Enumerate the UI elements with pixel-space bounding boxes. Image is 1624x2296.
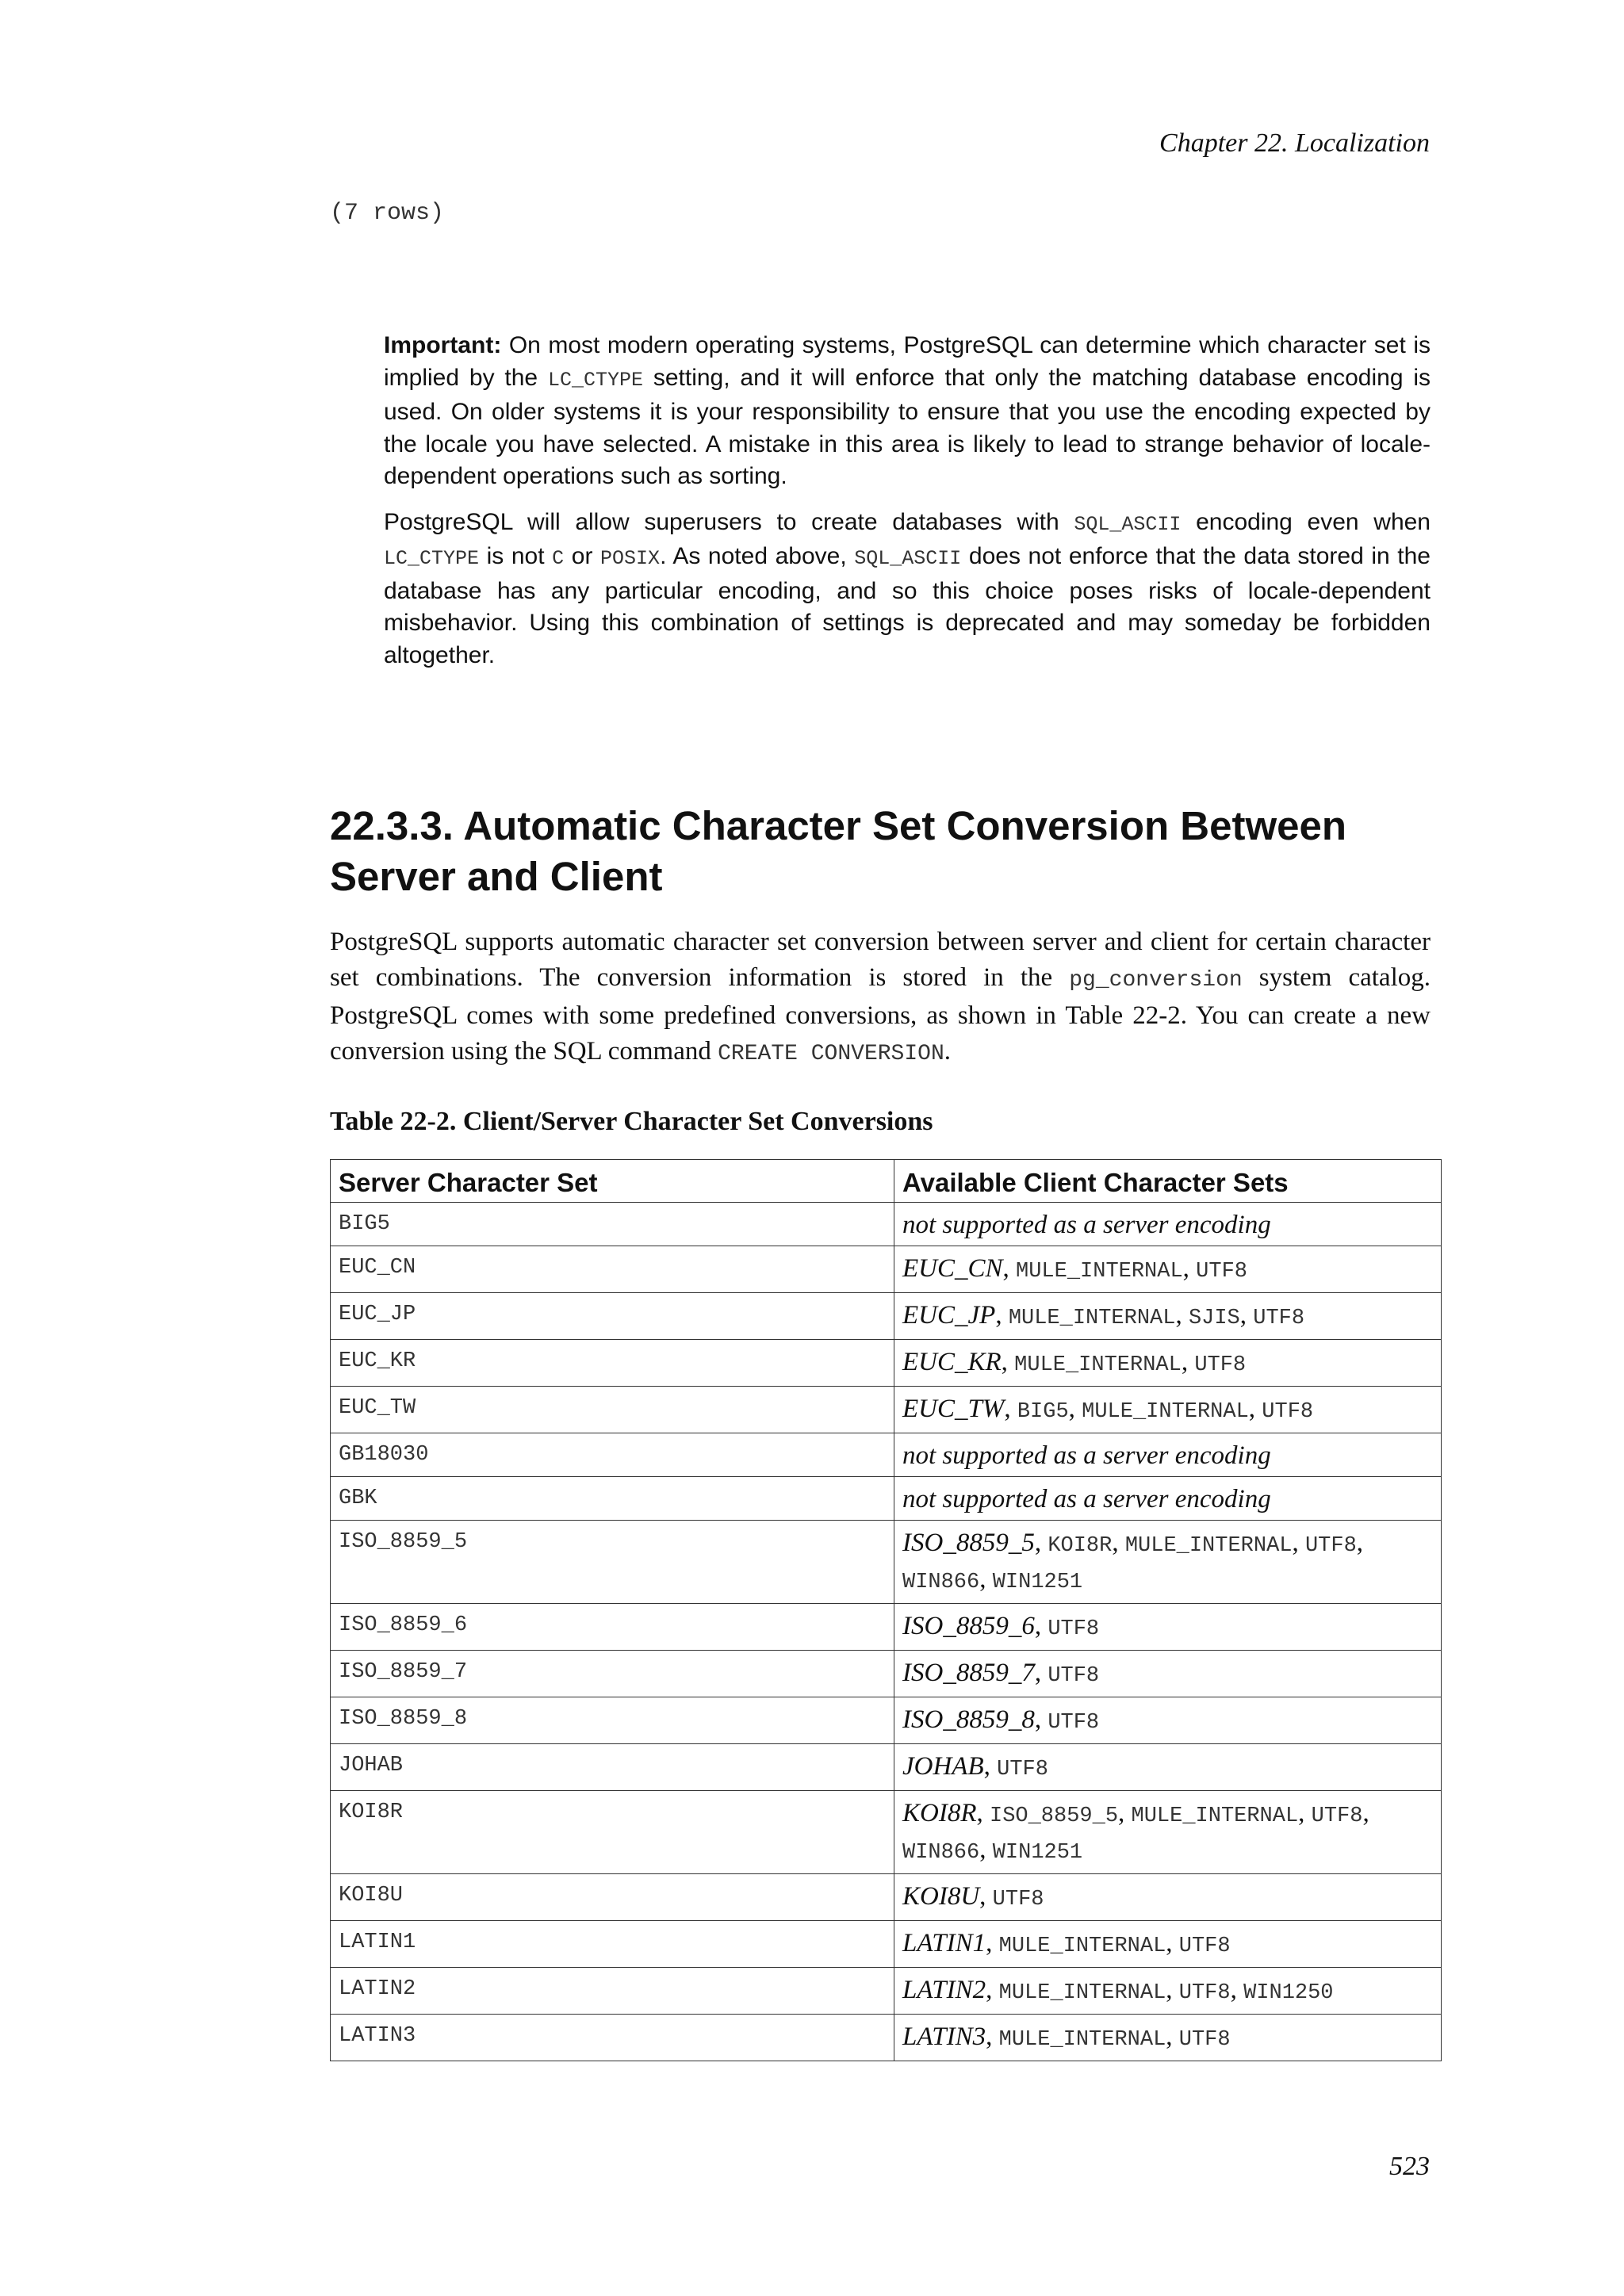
charset-code: UTF8: [1311, 1804, 1363, 1828]
charset-name-italic: EUC_CN: [902, 1254, 1003, 1283]
important-paragraph-1: [384, 330, 1431, 493]
client-charsets-cell: [894, 1874, 1442, 1921]
client-charsets-cell: [894, 1744, 1442, 1791]
charset-name-italic: ISO_8859_5: [902, 1529, 1035, 1557]
important-text: On most modern operating systems, PostgreSQL can determine which character set is implied by the: [384, 332, 1431, 391]
charset-name-italic: LATIN2: [902, 1976, 986, 2004]
charset-name-italic: EUC_KR: [902, 1348, 1002, 1376]
important-text: encoding even when: [1181, 508, 1431, 535]
client-charsets-cell: [894, 1921, 1442, 1968]
charset-code: UTF8: [992, 1888, 1044, 1911]
table-title: Table 22-2. Client/Server Character Set Conversions: [330, 1107, 933, 1136]
server-charset-cell: KOI8U: [331, 1874, 894, 1921]
client-charsets-cell: [894, 1293, 1442, 1340]
charset-code: MULE_INTERNAL: [1124, 1534, 1293, 1558]
header-client-charsets: Available Client Character Sets: [894, 1160, 1442, 1203]
charset-name-italic: ISO_8859_7: [902, 1659, 1035, 1687]
charset-code: UTF8: [1178, 1981, 1231, 2005]
separator: ,: [1034, 1612, 1048, 1640]
table-row: [331, 1203, 1442, 1246]
intro-paragraph: [330, 924, 1431, 1072]
charset-code: ISO_8859_5: [990, 1804, 1119, 1828]
client-charsets-cell: [894, 1433, 1442, 1477]
charset-code: UTF8: [1178, 2028, 1231, 2052]
table-row: [331, 1293, 1442, 1340]
important-text: is not: [479, 543, 553, 569]
charset-code: UTF8: [1048, 1664, 1100, 1688]
code-pg-conversion: pg_conversion: [1069, 968, 1243, 993]
header-server-charset: Server Character Set: [331, 1160, 894, 1203]
server-charset-cell: ISO_8859_8: [331, 1697, 894, 1744]
separator: ,: [986, 1976, 999, 2004]
separator: ,: [979, 1835, 993, 1864]
separator: ,: [1356, 1529, 1364, 1557]
server-charset-cell: GB18030: [331, 1433, 894, 1477]
charset-name-italic: ISO_8859_8: [902, 1705, 1035, 1734]
server-charset-cell: EUC_KR: [331, 1340, 894, 1387]
table-row: [331, 1651, 1442, 1697]
client-charsets-cell: [894, 1477, 1442, 1521]
client-charsets-cell: [894, 1387, 1442, 1433]
client-charsets-cell: [894, 1203, 1442, 1246]
server-charset-cell: GBK: [331, 1477, 894, 1521]
important-label: Important:: [384, 332, 502, 358]
server-charset-cell: BIG5: [331, 1203, 894, 1246]
charset-code: UTF8: [1178, 1934, 1231, 1958]
page-number: 523: [1389, 2152, 1430, 2181]
table-row: [331, 1697, 1442, 1744]
table-row: [331, 2015, 1442, 2061]
table-row: [331, 1433, 1442, 1477]
table-body: [331, 1203, 1442, 2061]
charset-name-italic: EUC_JP: [902, 1301, 996, 1330]
charset-name-italic: not supported as a server encoding: [902, 1485, 1271, 1513]
important-text: PostgreSQL will allow superusers to create databases with: [384, 508, 1074, 535]
charset-code: MULE_INTERNAL: [998, 1981, 1166, 2005]
charset-code: WIN866: [902, 1841, 980, 1865]
charset-code: MULE_INTERNAL: [1082, 1400, 1249, 1424]
separator: ,: [979, 1882, 993, 1911]
charset-code: KOI8R: [1048, 1534, 1113, 1558]
charset-code: UTF8: [1048, 1711, 1100, 1735]
code-sql-ascii: SQL_ASCII: [854, 547, 962, 570]
client-charsets-cell: [894, 1521, 1442, 1604]
client-charsets-cell: [894, 1651, 1442, 1697]
table-row: [331, 1968, 1442, 2015]
important-text: setting, and it will enforce that only the matching database encoding is used. On older systems it is your responsibility to ensure that you use the encoding expected by the locale you have selected. A mistake in this area is likely to lead to strange behavior of locale-dependent operations such as sorting.: [384, 364, 1431, 489]
table-row: [331, 1791, 1442, 1874]
charset-name-italic: KOI8R: [902, 1799, 977, 1827]
charset-code: WIN1251: [992, 1571, 1083, 1594]
charset-code: MULE_INTERNAL: [1014, 1353, 1182, 1377]
charset-code: UTF8: [997, 1758, 1048, 1781]
code-lc-ctype: LC_CTYPE: [384, 547, 480, 570]
charset-code: SJIS: [1188, 1307, 1240, 1330]
server-charset-cell: JOHAB: [331, 1744, 894, 1791]
separator: ,: [1298, 1799, 1312, 1827]
intro-text: .: [944, 1037, 952, 1066]
separator: ,: [986, 2022, 999, 2051]
separator: ,: [1239, 1301, 1254, 1330]
table-row: [331, 1521, 1442, 1604]
charset-code: UTF8: [1196, 1260, 1247, 1284]
charset-code: MULE_INTERNAL: [1131, 1804, 1299, 1828]
charset-code: MULE_INTERNAL: [1008, 1307, 1176, 1330]
intro-text: system catalog. PostgreSQL comes with some predefined conversions, as shown in Table 22-2. You can create a new conversion using the SQL command: [330, 963, 1431, 1066]
code-sql-ascii: SQL_ASCII: [1074, 512, 1182, 536]
charset-name-italic: LATIN3: [902, 2022, 986, 2051]
separator: ,: [1166, 1929, 1179, 1957]
table-row: [331, 1921, 1442, 1968]
separator: ,: [1068, 1395, 1082, 1423]
client-charsets-cell: [894, 1968, 1442, 2015]
charset-code: WIN866: [902, 1571, 980, 1594]
separator: ,: [1034, 1705, 1048, 1734]
intro-text: PostgreSQL supports automatic character set conversion between server and client for certain character set combinations. The conversion information is stored in the: [330, 928, 1431, 992]
separator: ,: [1292, 1529, 1305, 1557]
client-charsets-cell: [894, 2015, 1442, 2061]
charset-code: UTF8: [1253, 1307, 1305, 1330]
separator: ,: [1112, 1529, 1125, 1557]
charset-code: MULE_INTERNAL: [998, 2028, 1166, 2052]
charset-code: UTF8: [1194, 1353, 1247, 1377]
section-title: 22.3.3. Automatic Character Set Conversion Between Server and Client: [330, 803, 1347, 899]
separator: ,: [1182, 1254, 1197, 1283]
server-charset-cell: ISO_8859_5: [331, 1521, 894, 1604]
charset-name-italic: KOI8U: [902, 1882, 980, 1911]
server-charset-cell: EUC_CN: [331, 1246, 894, 1293]
separator: ,: [995, 1301, 1009, 1330]
charset-code: UTF8: [1048, 1617, 1100, 1641]
code-lc-ctype: LC_CTYPE: [547, 368, 643, 392]
conversion-table: [330, 1159, 1442, 2061]
separator: ,: [1166, 2022, 1179, 2051]
charset-code: WIN1251: [992, 1841, 1083, 1865]
code-posix: POSIX: [600, 547, 661, 570]
separator: ,: [986, 1929, 999, 1957]
rows-note: (7 rows): [330, 200, 445, 227]
server-charset-cell: KOI8R: [331, 1791, 894, 1874]
table-row: [331, 1874, 1442, 1921]
server-charset-cell: EUC_TW: [331, 1387, 894, 1433]
code-c: C: [552, 547, 565, 570]
important-note: [384, 330, 1431, 685]
server-charset-cell: LATIN2: [331, 1968, 894, 2015]
charset-name-italic: ISO_8859_6: [902, 1612, 1035, 1640]
charset-code: BIG5: [1017, 1400, 1069, 1424]
charset-name-italic: not supported as a server encoding: [902, 1211, 1271, 1239]
separator: ,: [1181, 1348, 1195, 1376]
charset-code: WIN1250: [1243, 1981, 1334, 2005]
separator: ,: [1034, 1529, 1048, 1557]
separator: ,: [1118, 1799, 1132, 1827]
separator: ,: [1248, 1395, 1262, 1423]
charset-name-italic: JOHAB: [902, 1752, 984, 1781]
important-text: does not enforce that the data stored in the database has any particular encoding, and so this choice poses risks of locale-dependent misbehavior. Using this combination of settings is deprecated and may someday be forbidden altogether.: [384, 543, 1431, 668]
table-row: [331, 1340, 1442, 1387]
table-row: [331, 1744, 1442, 1791]
charset-code: UTF8: [1262, 1400, 1314, 1424]
server-charset-cell: LATIN1: [331, 1921, 894, 1968]
separator: ,: [1002, 1254, 1017, 1283]
table-row: [331, 1246, 1442, 1293]
code-create-conversion: CREATE CONVERSION: [718, 1042, 944, 1066]
client-charsets-cell: [894, 1791, 1442, 1874]
important-paragraph-2: [384, 507, 1431, 672]
separator: ,: [976, 1799, 990, 1827]
table-header-row: [331, 1160, 1442, 1203]
client-charsets-cell: [894, 1604, 1442, 1651]
charset-code: UTF8: [1304, 1534, 1357, 1558]
charset-name-italic: EUC_TW: [902, 1395, 1005, 1423]
client-charsets-cell: [894, 1697, 1442, 1744]
server-charset-cell: EUC_JP: [331, 1293, 894, 1340]
separator: ,: [1001, 1348, 1015, 1376]
charset-code: MULE_INTERNAL: [1016, 1260, 1183, 1284]
separator: ,: [983, 1752, 998, 1781]
running-head: Chapter 22. Localization: [1159, 128, 1430, 158]
separator: ,: [1004, 1395, 1017, 1423]
client-charsets-cell: [894, 1340, 1442, 1387]
server-charset-cell: ISO_8859_7: [331, 1651, 894, 1697]
table-row: [331, 1477, 1442, 1521]
important-text: or: [564, 543, 601, 569]
separator: ,: [1362, 1799, 1369, 1827]
charset-code: MULE_INTERNAL: [998, 1934, 1166, 1958]
charset-name-italic: LATIN1: [902, 1929, 986, 1957]
separator: ,: [1175, 1301, 1189, 1330]
client-charsets-cell: [894, 1246, 1442, 1293]
charset-name-italic: not supported as a server encoding: [902, 1441, 1271, 1470]
server-charset-cell: ISO_8859_6: [331, 1604, 894, 1651]
table-row: [331, 1387, 1442, 1433]
separator: ,: [1034, 1659, 1048, 1687]
server-charset-cell: LATIN3: [331, 2015, 894, 2061]
separator: ,: [1230, 1976, 1244, 2004]
separator: ,: [979, 1565, 993, 1594]
separator: ,: [1166, 1976, 1179, 2004]
table-row: [331, 1604, 1442, 1651]
important-text: . As noted above,: [660, 543, 855, 569]
